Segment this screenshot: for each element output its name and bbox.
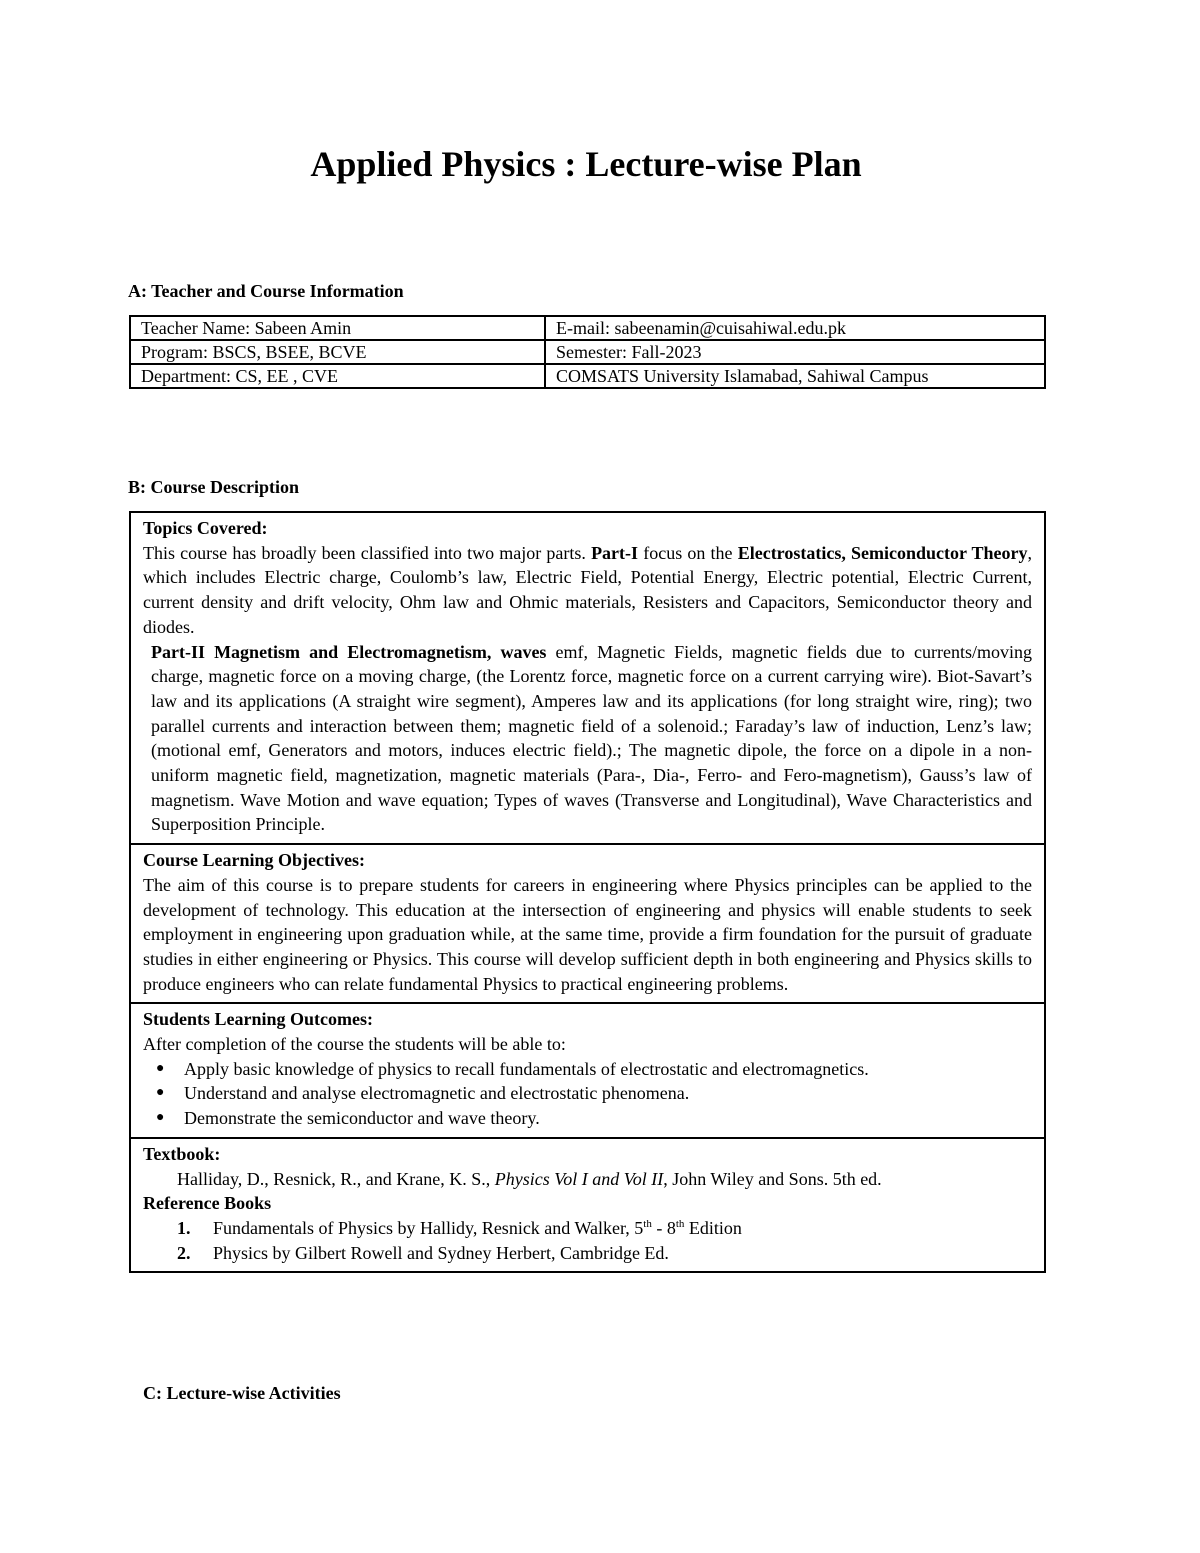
textbook-label: Textbook: — [143, 1143, 221, 1164]
part-one-label: Part-I — [591, 542, 639, 563]
part-two-label: Part-II Magnetism and Electromagnetism, waves — [151, 641, 547, 662]
textbook-title: Physics Vol I and Vol II — [494, 1168, 664, 1189]
objectives-text: The aim of this course is to prepare students for careers in engineering where Physics principles can be applied to the development of technology. This education at the intersection of engineering and physics will enable students to seek employment in engineering upon graduation while, at the same time, provide a firm foundation for the pursuit of graduate studies in either engineering or Physics. This course will develop sufficient depth in both engineering and Physics skills to produce engineers who can relate fundamental Physics to practical engineering problems. — [143, 874, 1032, 994]
topics-part-two — [143, 640, 1032, 838]
list-number: 1. — [177, 1217, 191, 1238]
program-cell: Program: BSCS, BSEE, BCVE — [130, 340, 545, 364]
objectives-label: Course Learning Objectives: — [143, 850, 365, 871]
reference-text: - 8 — [651, 1217, 676, 1238]
section-b-heading: B: Course Description — [128, 477, 299, 497]
learning-objectives-cell — [131, 843, 1044, 1002]
semester-cell: Semester: Fall-2023 — [545, 340, 1045, 364]
outcomes-intro: After completion of the course the students will be able to: — [143, 1034, 566, 1055]
topics-text: This course has broadly been classified into two major parts. — [143, 542, 592, 563]
learning-outcomes-cell — [131, 1002, 1044, 1137]
topics-text: focus on the — [638, 542, 738, 563]
section-c-heading: C: Lecture-wise Activities — [143, 1383, 341, 1403]
course-description-box — [129, 511, 1046, 1273]
campus-cell: COMSATS University Islamabad, Sahiwal Campus — [545, 364, 1045, 388]
bullet-icon: ● — [156, 1085, 165, 1101]
outcomes-list — [143, 1057, 1032, 1131]
reference-text: Physics by Gilbert Rowell and Sydney Herbert, Cambridge Ed. — [213, 1242, 669, 1263]
outcome-text: Demonstrate the semiconductor and wave theory. — [184, 1108, 540, 1129]
section-a-heading: A: Teacher and Course Information — [128, 281, 404, 301]
reference-books-list — [143, 1216, 1032, 1265]
teacher-name-cell: Teacher Name: Sabeen Amin — [130, 316, 545, 340]
textbook-cell — [131, 1137, 1044, 1272]
reference-text: Fundamentals of Physics by Hallidy, Resnick and Walker, 5 — [213, 1217, 644, 1238]
list-item — [156, 1057, 1032, 1082]
textbook-authors: Halliday, D., Resnick, R., and Krane, K. S., — [177, 1168, 495, 1189]
list-item — [156, 1081, 1032, 1106]
topics-part-one — [143, 541, 1032, 640]
teacher-course-info-table — [129, 315, 1046, 389]
bullet-icon: ● — [156, 1060, 165, 1076]
part-one-topics: Electrostatics, Semiconductor Theory — [737, 542, 1028, 563]
table-row — [130, 316, 1045, 340]
reference-text: Edition — [684, 1217, 742, 1238]
textbook-citation — [143, 1167, 1032, 1192]
outcome-text: Understand and analyse electromagnetic and electrostatic phenomena. — [184, 1083, 690, 1104]
list-number: 2. — [177, 1242, 191, 1263]
topics-text: emf, Magnetic Fields, magnetic fields due to currents/moving charge, magnetic force on a moving charge, (the Lorentz force, magnetic force on a current carrying wire). Biot-Savart’s law and its applications (A straight wire segment), Amperes law and its applications (for long straight wire, ring); two parallel currents and interaction between them; magnetic field of a solenoid.; Faraday’s law of induction, Lenz’s law; (motional emf, Generators and motors, induces electric field).; The magnetic dipole, the force on a dipole in a non-uniform magnetic field, magnetization, magnetic materials (Para-, Dia-, Ferro- and Fero-magnetism), Gauss’s law of magnetism. Wave Motion and wave equation; Types of waves (Transverse and Longitudinal), Wave Characteristics and Superposition Principle. — [151, 641, 1032, 835]
outcomes-label: Students Learning Outcomes: — [143, 1009, 374, 1030]
table-row — [130, 364, 1045, 388]
email-cell: E-mail: sabeenamin@cuisahiwal.edu.pk — [545, 316, 1045, 340]
topics-text: , which includes Electric charge, Coulomb’s law, Electric Field, Potential Energy, Electric potential, Electric Current, current density and drift velocity, Ohm law and Ohmic materials, Resisters and Capacitors, Semiconductor theory and diodes. — [143, 542, 1033, 637]
superscript: th — [643, 1217, 652, 1230]
topics-label: Topics Covered: — [143, 518, 268, 538]
list-item — [143, 1241, 1032, 1266]
superscript: th — [675, 1217, 685, 1230]
table-row — [130, 340, 1045, 364]
outcome-text: Apply basic knowledge of physics to recall fundamentals of electrostatic and electromagnetics. — [184, 1058, 869, 1079]
bullet-icon: ● — [156, 1110, 165, 1126]
textbook-publisher: , John Wiley and Sons. 5th ed. — [663, 1168, 882, 1189]
list-item — [143, 1216, 1032, 1241]
page-title: Applied Physics : Lecture-wise Plan — [310, 144, 862, 184]
topics-covered-cell — [131, 513, 1044, 843]
list-item — [156, 1106, 1032, 1131]
reference-books-label: Reference Books — [143, 1193, 272, 1214]
department-cell: Department: CS, EE , CVE — [130, 364, 545, 388]
